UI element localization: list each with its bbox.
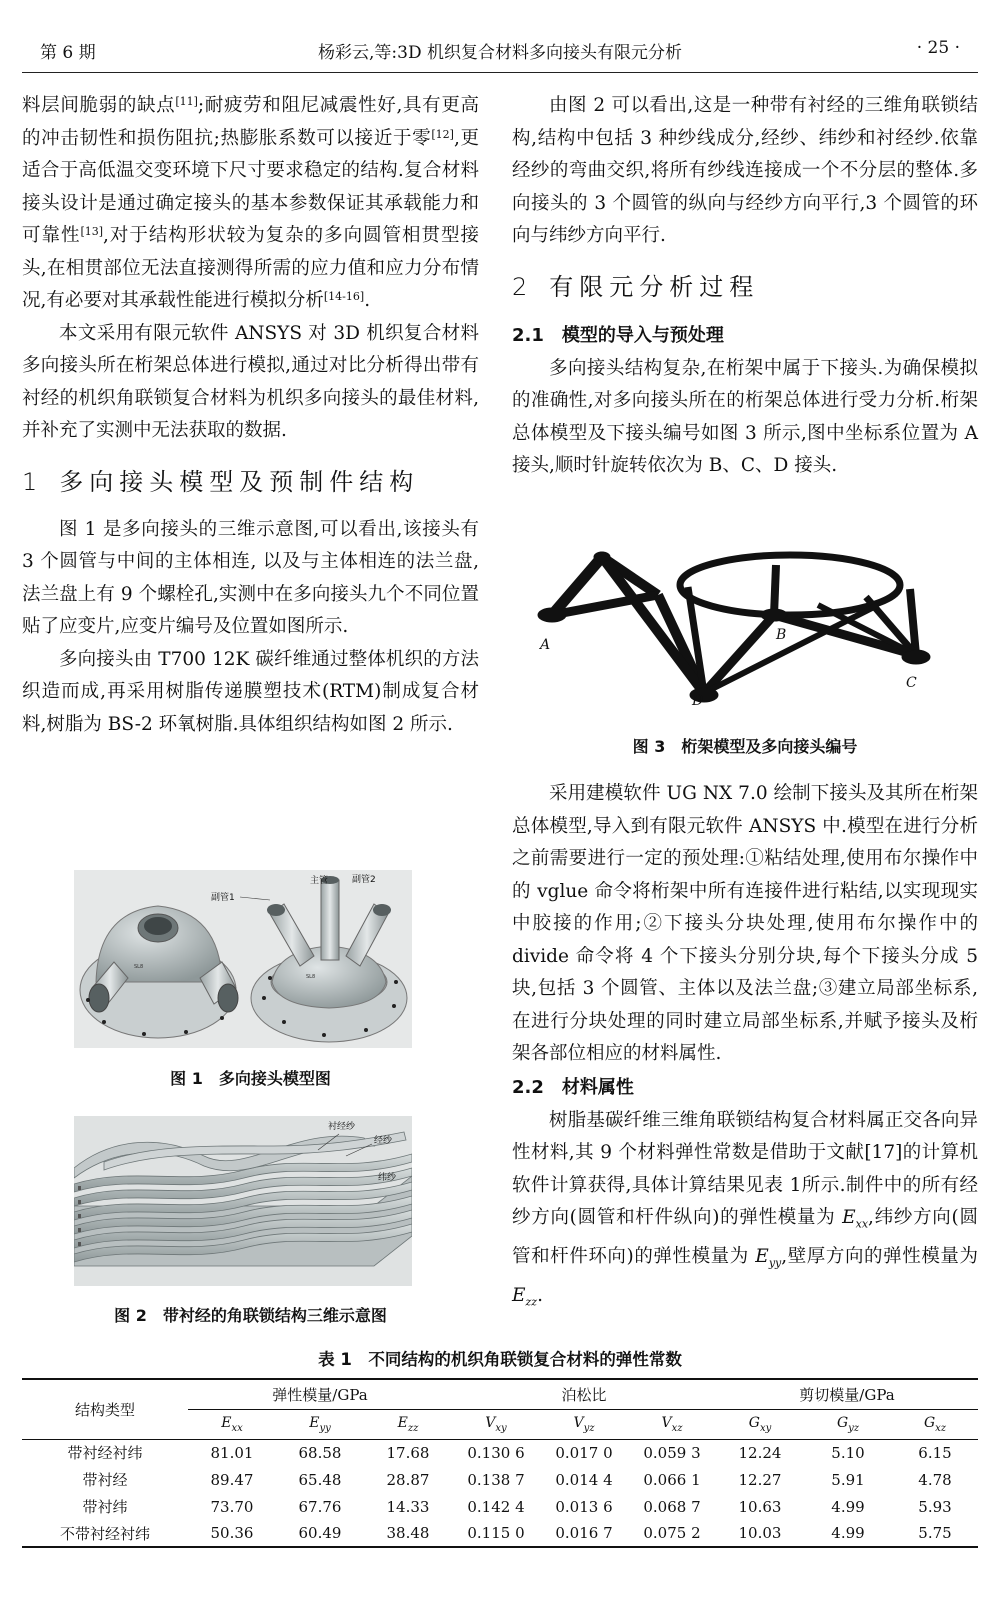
svg-text:经纱: 经纱 — [374, 1136, 393, 1146]
table-cell: 0.138 7 — [467, 1470, 525, 1489]
running-header — [22, 38, 978, 72]
left-paragraph-3: 图 1 是多向接头的三维示意图,可以看出,该接头有 3 个圆管与中间的主体相连, 以及与主体相连的法兰盘,法兰盘上有 9 个螺栓孔,实测中在多向接头九个不同位置贴了应变片,应变片编号及位置如图所示. — [22, 518, 479, 637]
table-cell: 5.75 — [918, 1524, 952, 1542]
col-group-poisson: 泊松比 — [452, 1379, 716, 1409]
col-header-type: 结构类型 — [22, 1379, 188, 1439]
section-1-heading: 1 多向接头模型及预制件结构 — [22, 467, 420, 496]
citation[interactable]: [11] — [175, 95, 198, 108]
col-symbol: $V_{yz}$ — [573, 1414, 595, 1434]
svg-text:主管: 主管 — [310, 876, 329, 886]
table-cell: 17.68 — [386, 1443, 430, 1462]
table-cell: 12.27 — [738, 1470, 782, 1489]
col-symbol: $V_{xy}$ — [485, 1414, 507, 1434]
right-paragraph-4: 树脂基碳纤维三维角联锁结构复合材料属正交各向异性材料,其 9 个材料弹性常数是借助于文献[17]的计算机软件计算获得,具体计算结果见表 1所示.制件中的所有经纱方向(圆管和杆件纵向)的弹性模量为 $E_{xx}$,纬纱方向(圆管和杆件环向)的弹性模量为 $E_{yy}$,壁厚方向的弹性模量为 $E_{zz}$. — [512, 1109, 978, 1310]
svg-text:衬经纱: 衬经纱 — [328, 1122, 356, 1132]
header-rule — [22, 72, 978, 73]
col-symbol: $E_{zz}$ — [397, 1414, 419, 1434]
svg-text:B: B — [776, 627, 787, 643]
citation[interactable]: [12] — [431, 127, 454, 141]
table-cell: 89.47 — [210, 1470, 254, 1489]
table-cell: 65.48 — [298, 1470, 342, 1489]
table-row — [22, 1493, 978, 1520]
col-symbol: $G_{yz}$ — [836, 1414, 860, 1434]
svg-text:A: A — [540, 637, 551, 653]
table-cell: 12.24 — [738, 1443, 782, 1462]
table-cell: 10.03 — [738, 1524, 782, 1542]
figure-2-caption: 图 2 带衬经的角联锁结构三维示意图 — [114, 1306, 387, 1325]
table-row — [22, 1466, 978, 1493]
table-cell: 14.33 — [386, 1497, 430, 1516]
table-cell: 0.066 1 — [643, 1470, 701, 1489]
svg-text:SL8: SL8 — [134, 964, 144, 970]
running-title: 杨彩云,等:3D 机织复合材料多向接头有限元分析 — [318, 43, 682, 63]
citation[interactable]: [13] — [80, 225, 104, 238]
table-1-title: 表 1 不同结构的机织角联锁复合材料的弹性常数 — [318, 1350, 682, 1369]
col-symbol: $G_{xz}$ — [923, 1414, 947, 1434]
table-cell: 0.059 3 — [643, 1443, 701, 1462]
figure-1-image — [74, 870, 412, 1048]
col-symbol: $G_{xy}$ — [748, 1414, 772, 1434]
svg-text:C: C — [906, 675, 917, 691]
row-label: 不带衬经衬纬 — [59, 1524, 150, 1543]
svg-text:副管2: 副管2 — [352, 875, 376, 885]
table-cell: 38.48 — [386, 1524, 430, 1542]
table-cell: 28.87 — [386, 1470, 430, 1489]
page-number: · 25 · — [916, 38, 960, 58]
table-cell: 0.130 6 — [467, 1443, 525, 1462]
table-cell: 0.068 7 — [643, 1497, 701, 1516]
col-group-elastic: 弹性模量/GPa — [188, 1379, 452, 1409]
table-cell: 67.76 — [298, 1497, 342, 1516]
table-cell: 0.014 4 — [555, 1470, 613, 1489]
right-paragraph-1: 由图 2 可以看出,这是一种带有衬经的三维角联锁结构,结构中包括 3 种纱线成分,经纱、纬纱和衬经纱.依靠经纱的弯曲交织,将所有纱线连接成一个不分层的整体.多向接头的 3 个圆管的纵向与经纱方向平行,3 个圆管的环向与纬纱方向平行. — [512, 95, 978, 246]
citation[interactable]: [14-16] — [323, 290, 365, 303]
left-paragraph-2: 本文采用有限元软件 ANSYS 对 3D 机织复合材料多向接头所在桁架总体进行模拟,通过对比分析得出带有衬经的机织角联锁复合材料为机织多向接头的最佳材料,并补充了实测中无法获取的数据. — [22, 322, 479, 441]
figure-1-caption: 图 1 多向接头模型图 — [170, 1069, 331, 1088]
table-cell: 50.36 — [210, 1524, 254, 1542]
col-group-shear: 剪切模量/GPa — [716, 1379, 978, 1409]
left-paragraph-1: 料层间脆弱的缺点[11];耐疲劳和阻尼减震性好,具有更高的冲击韧性和损伤阻抗;热膨胀系数可以接近于零[12],更适合于高低温交变环境下尺寸要求稳定的结构.复合材料接头设计是通过确定接头的基本参数保证其承载能力和可靠性[13],对于结构形状较为复杂的多向圆管相贯型接头,在相贯部位无法直接测得所需的应力值和应力分布情况,有必要对其承载性能进行模拟分析[14-16]. — [22, 95, 479, 311]
table-row — [22, 1520, 978, 1547]
col-symbol: $E_{xx}$ — [221, 1414, 243, 1434]
table-cell: 4.78 — [918, 1470, 952, 1489]
table-cell: 68.58 — [298, 1443, 342, 1462]
svg-text:纬纱: 纬纱 — [378, 1173, 397, 1183]
col-symbol: $V_{xz}$ — [661, 1414, 683, 1434]
table-cell: 5.10 — [831, 1443, 865, 1462]
table-cell: 0.017 0 — [555, 1443, 613, 1462]
left-column — [22, 90, 479, 741]
row-label: 带衬经衬纬 — [67, 1444, 143, 1463]
table-cell: 4.99 — [831, 1497, 865, 1516]
left-paragraph-4: 多向接头由 T700 12K 碳纤维通过整体机织的方法织造而成,再采用树脂传递膜塑技术(RTM)制成复合材料,树脂为 BS-2 环氧树脂.具体组织结构如图 2 所示. — [22, 648, 479, 735]
right-column — [512, 90, 978, 483]
table-cell: 0.013 6 — [555, 1497, 613, 1516]
table-cell: 0.142 4 — [467, 1497, 525, 1516]
table-cell: 81.01 — [210, 1443, 254, 1462]
right-paragraph-2: 多向接头结构复杂,在桁架中属于下接头.为确保模拟的准确性,对多向接头所在的桁架总体进行受力分析.桁架总体模型及下接头编号如图 3 所示,图中坐标系位置为 A 接头,顺时针旋转依次为 B、C、D 接头. — [512, 357, 978, 476]
table-cell: 60.49 — [298, 1524, 342, 1542]
table-cell: 0.075 2 — [643, 1524, 701, 1542]
section-2-heading: 2 有限元分析过程 — [512, 272, 760, 301]
right-paragraph-3: 采用建模软件 UG NX 7.0 绘制下接头及其所在桁架总体模型,导入到有限元软件 ANSYS 中.模型在进行分析之前需要进行一定的预处理:①粘结处理,使用布尔操作中的 vglue 命令将桁架中所有连接件进行粘结,以实现现实中胶接的作用;②下接头分块处理,使用布尔操作中的 divide 命令将 4 个下接头分别分块,每个下接头分成 5 块,包括 3 个圆管、主体以及法兰盘;③建立局部坐标系,在进行分块处理的同时建立局部坐标系,并赋予接头及桁架各部位相应的材料属性. — [512, 783, 978, 1064]
svg-text:SL8: SL8 — [306, 974, 316, 980]
svg-text:D: D — [692, 693, 704, 709]
issue-number: 第 6 期 — [40, 43, 96, 63]
figure-3-caption: 图 3 桁架模型及多向接头编号 — [632, 737, 858, 756]
row-label: 带衬经 — [82, 1471, 128, 1489]
table-cell: 0.115 0 — [467, 1524, 525, 1542]
svg-text:副管1: 副管1 — [211, 893, 235, 903]
table-cell: 0.016 7 — [555, 1524, 613, 1542]
table-cell: 4.99 — [831, 1524, 865, 1542]
col-symbol: $E_{yy}$ — [309, 1414, 331, 1434]
subsection-2-1-heading: 2.1 模型的导入与预处理 — [512, 324, 724, 346]
table-cell: 5.91 — [831, 1470, 865, 1489]
table-cell: 73.70 — [210, 1497, 254, 1516]
figure-2-image — [74, 1116, 412, 1286]
row-label: 带衬纬 — [82, 1498, 128, 1516]
table-row — [22, 1439, 978, 1466]
subsection-2-2-heading: 2.2 材料属性 — [512, 1076, 634, 1098]
figure-3-image — [528, 545, 958, 715]
table-cell: 5.93 — [918, 1497, 952, 1516]
table-cell: 10.63 — [738, 1497, 782, 1516]
right-column-lower — [512, 778, 978, 1320]
table-cell: 6.15 — [918, 1443, 952, 1462]
table-1 — [22, 1378, 978, 1548]
